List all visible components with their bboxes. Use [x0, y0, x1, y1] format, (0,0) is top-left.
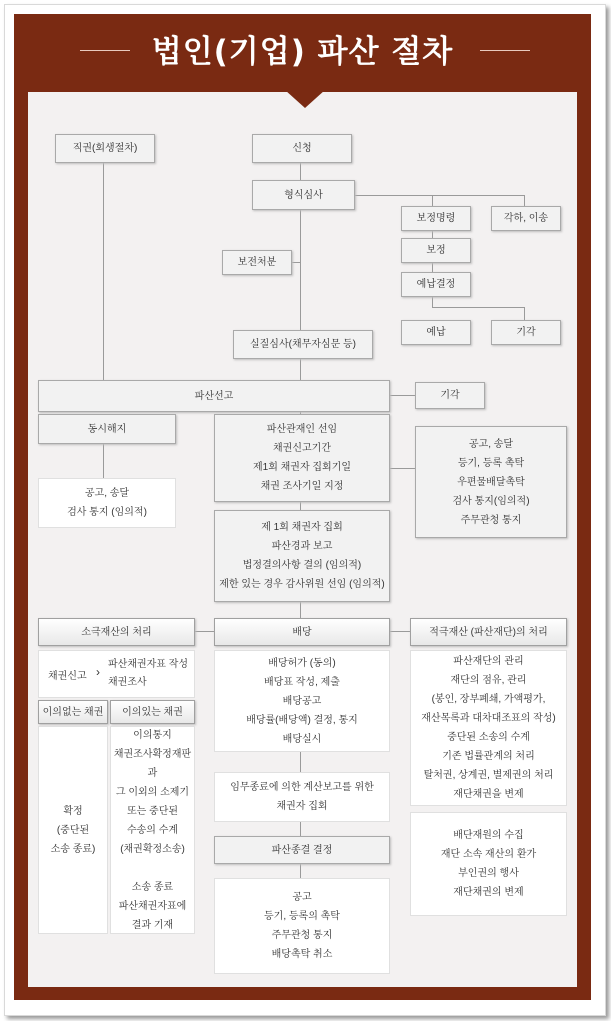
node-final: 공고 등기, 등록의 촉탁 주무관청 통지 배당촉탁 취소	[214, 878, 390, 974]
node-jaedan-mgmt: 파산재단의 관리 재단의 점유, 관리 (봉인, 장부폐쇄, 가액평가, 재산목록과 대차대조표의 작성) 중단된 소송의 수계 기존 법률관계의 처리 탈처권, 상계권, 별제권의 처리 재단채권을 변제	[410, 650, 567, 806]
node-immu-end: 임무종료에 의한 계산보고를 위한 채권자 집회	[214, 772, 390, 822]
node-bojeong-order: 보정명령	[401, 206, 471, 231]
node-pasan-seongo: 파산선고	[38, 380, 390, 412]
node-chaegwonja-pyo: 파산채권자표 작성 채권조사	[108, 659, 189, 688]
node-jaedan-collect: 배단재원의 수집 재단 소속 재산의 환가 부인권의 행사 재단채권의 변제	[410, 812, 567, 916]
node-dongsi: 동시해지	[38, 414, 176, 444]
section-baedang: 배당	[214, 618, 390, 646]
node-objection: 이의있는 채권	[110, 700, 195, 724]
title-notch	[285, 90, 325, 108]
node-sincheong: 신청	[252, 134, 352, 163]
connector	[390, 395, 415, 396]
section-jeokgeuk: 적극재산 (파산재단)의 처리	[410, 618, 567, 646]
node-gigak2: 기각	[415, 382, 485, 409]
section-sogeuk: 소극재산의 처리	[38, 618, 195, 646]
node-bojeonchobun: 보전처분	[222, 250, 292, 275]
node-chaegwon-singo: 채권신고	[48, 671, 87, 682]
node-gonggo1: 공고, 송달 검사 통지 (임의적)	[38, 478, 176, 528]
node-yenap: 예납	[401, 320, 471, 345]
connector	[390, 631, 410, 632]
connector	[390, 468, 415, 469]
connector	[103, 444, 104, 478]
node-baedang-detail: 배당허가 (동의) 배당표 작성, 제출 배당공고 배당률(배당액) 결정, 통지 배당실시	[214, 650, 390, 752]
node-yenap-decision: 예납결정	[401, 272, 471, 297]
node-siljil: 실질심사(채무자심문 등)	[233, 330, 373, 359]
connector	[355, 195, 525, 196]
connector	[432, 307, 524, 308]
node-hyeongsik: 형식심사	[252, 180, 355, 210]
arrow-right-icon: ›	[96, 665, 100, 679]
node-no-objection: 이의없는 채권	[38, 700, 108, 724]
node-hwakjeong: 확정 (중단된 소송 종료)	[38, 726, 108, 934]
page-title: 법인(기업) 파산 절차	[151, 34, 454, 70]
node-pasan-end: 파산종결 결정	[214, 836, 390, 864]
node-objection-detail: 이의통지 채권조사확정재판과 그 이외의 소제기 또는 중단된 수송의 수계 (채권확정소송) 소송 종료 파산채권자표에 결과 기재	[110, 726, 195, 934]
node-first-meeting: 제 1회 채권자 집회 파산경과 보고 법정결의사항 결의 (임의적) 제한 있는 경우 감사위원 선임 (임의적)	[214, 510, 390, 602]
connector	[195, 631, 215, 632]
connector	[524, 307, 525, 320]
node-gonggo2: 공고, 송달 등기, 등록 촉탁 우편물배달촉탁 검사 통지(임의적) 주무관청 통지	[415, 426, 567, 538]
connector	[103, 163, 104, 382]
node-gigak1: 기각	[491, 320, 561, 345]
node-gwanjae: 파산관재인 선임 채권신고기간 제1회 채권자 집회기일 채권 조사기일 지정	[214, 414, 390, 502]
node-bojeong: 보정	[401, 238, 471, 263]
node-gakha: 각하, 이송	[491, 206, 561, 231]
node-jikgwon: 직권(회생절차)	[55, 134, 155, 163]
